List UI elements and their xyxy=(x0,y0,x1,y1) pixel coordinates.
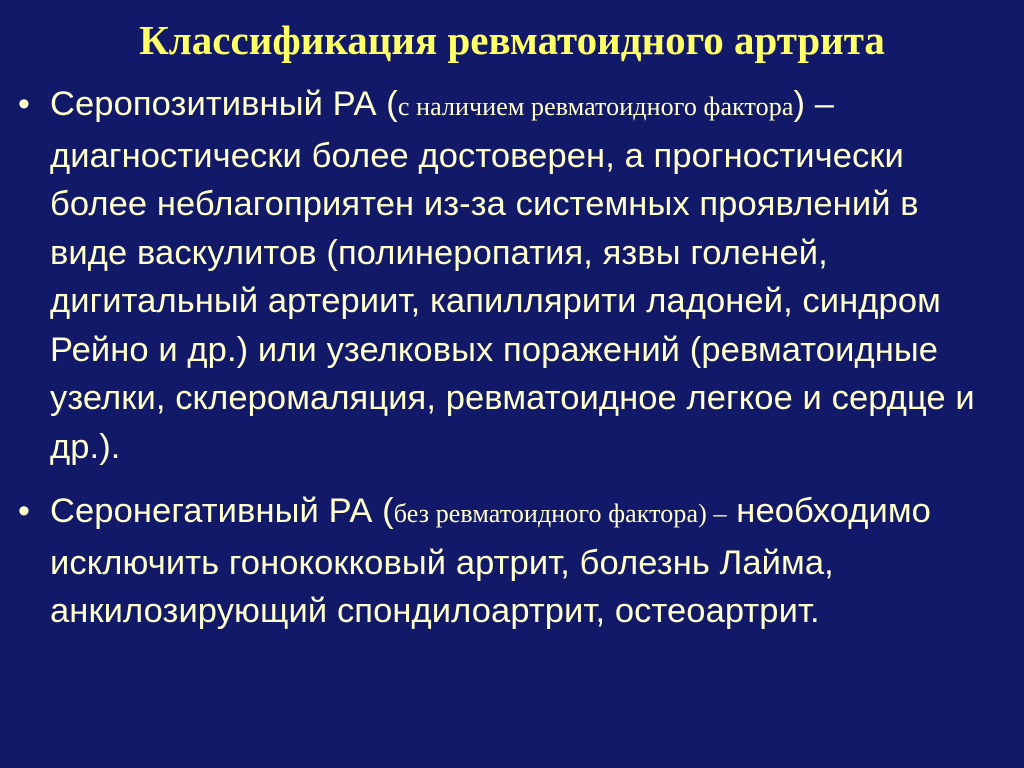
bullet-body: необходимо исключить гонококковый артрит, болезнь Лайма, анкилозирующий спондилоартрит, остеоартрит. xyxy=(50,492,931,630)
bullet-note: без ревматоидного фактора) – xyxy=(393,499,727,528)
bullet-close: ) xyxy=(793,85,806,123)
bullet-body: – диагностически более достоверен, а прогностически более неблагоприятен из-за системных проявлений в виде васкулитов (полинеропатия, язвы голеней, дигитальный артериит, капиллярити ладоней, синдром Рейно и др.) или узелковых поражений (ревматоидные узелки, склеромаляция, ревматоидное легкое и сердце и др.). xyxy=(50,85,975,466)
bullet-lead: Серонегативный РА ( xyxy=(50,492,394,530)
bullet-lead: Серопозитивный РА ( xyxy=(50,85,398,123)
bullet-icon: • xyxy=(17,492,30,530)
slide-title: Классификация ревматоидного артрита xyxy=(139,17,885,63)
bullet-note: с наличием ревматоидного фактора xyxy=(397,92,794,121)
bullet-item-seropositive xyxy=(14,80,1004,471)
bullet-list xyxy=(14,80,1004,652)
bullet-icon: • xyxy=(17,85,30,123)
bullet-item-seronegative xyxy=(14,487,1004,636)
